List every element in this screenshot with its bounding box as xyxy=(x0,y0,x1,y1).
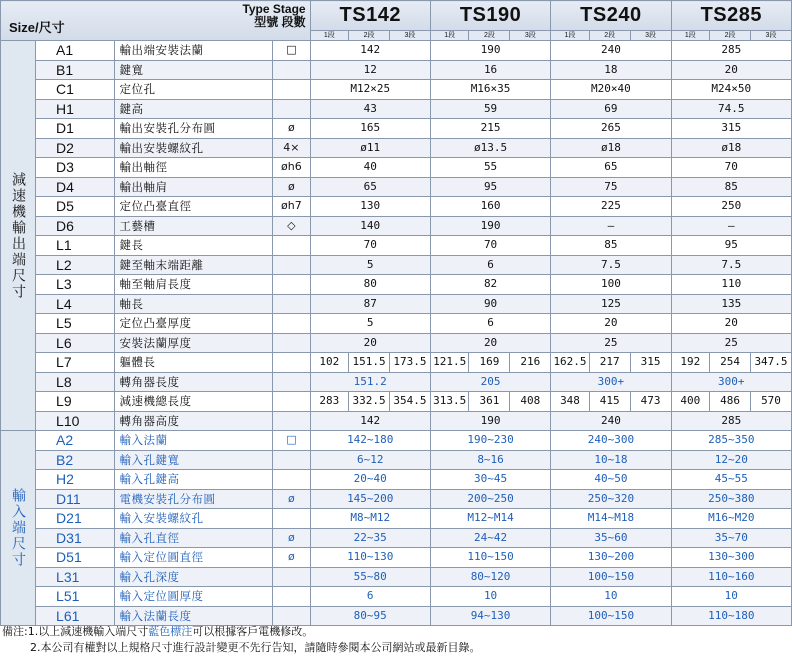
type-stage-label: Type Stage xyxy=(242,2,306,16)
model-value: 70 xyxy=(430,236,550,256)
row-symbol xyxy=(273,353,310,373)
model-value: 285 xyxy=(671,41,791,61)
row-symbol: ◇ xyxy=(273,216,310,236)
table-row xyxy=(1,236,792,256)
row-name: 定位凸臺直徑 xyxy=(115,197,273,217)
row-name: 安裝法蘭厚度 xyxy=(115,333,273,353)
row-symbol: ø xyxy=(273,489,310,509)
table-row xyxy=(1,509,792,529)
table-row xyxy=(1,294,792,314)
table-row xyxy=(1,528,792,548)
row-name: 輸入孔鍵高 xyxy=(115,470,273,490)
model-value: 20 xyxy=(310,333,430,353)
model-value: 75 xyxy=(551,177,671,197)
model-value: 65 xyxy=(310,177,430,197)
model-value: 20 xyxy=(430,333,550,353)
table-row xyxy=(1,314,792,334)
stage-value: 151.5 xyxy=(349,353,390,373)
model-value: 5 xyxy=(310,255,430,275)
model-value: 20 xyxy=(671,314,791,334)
stage-header: 1段 xyxy=(310,31,349,41)
model-value: – xyxy=(551,216,671,236)
model-value: – xyxy=(671,216,791,236)
model-value: M12~M14 xyxy=(430,509,550,529)
row-code: L4 xyxy=(36,294,115,314)
row-symbol: □ xyxy=(273,431,310,451)
row-symbol xyxy=(273,60,310,80)
table-row xyxy=(1,372,792,392)
stage-header: 1段 xyxy=(430,31,469,41)
model-value: M14~M18 xyxy=(551,509,671,529)
model-value: 110 xyxy=(671,275,791,295)
model-value: 7.5 xyxy=(551,255,671,275)
row-name: 輸出安裝螺紋孔 xyxy=(115,138,273,158)
section-label-input: 輸入端尺寸 xyxy=(1,431,36,626)
model-value: 43 xyxy=(310,99,430,119)
model-value: 250~320 xyxy=(551,489,671,509)
row-symbol xyxy=(273,372,310,392)
table-row xyxy=(1,470,792,490)
model-value: 95 xyxy=(671,236,791,256)
model-value: 110~130 xyxy=(310,548,430,568)
row-symbol xyxy=(273,411,310,431)
table-row xyxy=(1,216,792,236)
model-value: 20 xyxy=(671,60,791,80)
model-value: 59 xyxy=(430,99,550,119)
model-value: 140 xyxy=(310,216,430,236)
row-code: H1 xyxy=(36,99,115,119)
stage-value: 361 xyxy=(469,392,510,412)
stage-value: 473 xyxy=(630,392,671,412)
row-code: C1 xyxy=(36,80,115,100)
table-row xyxy=(1,548,792,568)
model-value: 12~20 xyxy=(671,450,791,470)
row-symbol xyxy=(273,275,310,295)
row-code: D6 xyxy=(36,216,115,236)
stage-header: 3段 xyxy=(390,31,431,41)
row-symbol: øh6 xyxy=(273,158,310,178)
table-row xyxy=(1,158,792,178)
row-code: D51 xyxy=(36,548,115,568)
section-label-output: 減速機輸出端尺寸 xyxy=(1,41,36,431)
model-value: 87 xyxy=(310,294,430,314)
stage-header: 3段 xyxy=(510,31,551,41)
model-header: TS190 xyxy=(430,1,550,31)
table-row xyxy=(1,275,792,295)
table-row xyxy=(1,197,792,217)
stage-value: 315 xyxy=(630,353,671,373)
row-name: 軀體長 xyxy=(115,353,273,373)
row-name: 輸入定位圓厚度 xyxy=(115,587,273,607)
model-value: 20~40 xyxy=(310,470,430,490)
table-row xyxy=(1,255,792,275)
stage-value: 283 xyxy=(310,392,349,412)
row-code: B2 xyxy=(36,450,115,470)
model-header: TS285 xyxy=(671,1,791,31)
row-code: H2 xyxy=(36,470,115,490)
row-code: L5 xyxy=(36,314,115,334)
model-value: 25 xyxy=(551,333,671,353)
row-name: 鍵至軸末端距離 xyxy=(115,255,273,275)
row-name: 轉角器長度 xyxy=(115,372,273,392)
model-value: 165 xyxy=(310,119,430,139)
stage-value: 354.5 xyxy=(390,392,431,412)
model-value: M24×50 xyxy=(671,80,791,100)
row-name: 軸至軸肩長度 xyxy=(115,275,273,295)
row-symbol xyxy=(273,392,310,412)
model-value: 315 xyxy=(671,119,791,139)
table-row xyxy=(1,392,792,412)
model-value: 6 xyxy=(430,314,550,334)
stage-value: 415 xyxy=(589,392,630,412)
row-code: A2 xyxy=(36,431,115,451)
model-value: 85 xyxy=(671,177,791,197)
row-name: 鍵長 xyxy=(115,236,273,256)
stage-value: 192 xyxy=(671,353,710,373)
stage-value: 332.5 xyxy=(349,392,390,412)
size-label: Size/尺寸 xyxy=(9,20,65,35)
row-symbol xyxy=(273,606,310,626)
table-row xyxy=(1,60,792,80)
row-symbol: 4× xyxy=(273,138,310,158)
model-value: 6~12 xyxy=(310,450,430,470)
model-value: 285 xyxy=(671,411,791,431)
stage-header: 3段 xyxy=(630,31,671,41)
model-value: 100~150 xyxy=(551,567,671,587)
stage-header: 2段 xyxy=(589,31,630,41)
model-value: 12 xyxy=(310,60,430,80)
table-row xyxy=(1,99,792,119)
row-code: D4 xyxy=(36,177,115,197)
model-value: 110~150 xyxy=(430,548,550,568)
table-row xyxy=(1,177,792,197)
model-value: 285~350 xyxy=(671,431,791,451)
row-code: D5 xyxy=(36,197,115,217)
model-value: 300+ xyxy=(671,372,791,392)
model-value: 125 xyxy=(551,294,671,314)
stage-value: 102 xyxy=(310,353,349,373)
row-name: 鍵寬 xyxy=(115,60,273,80)
stage-value: 162.5 xyxy=(551,353,590,373)
row-code: L7 xyxy=(36,353,115,373)
table-row xyxy=(1,606,792,626)
model-value: 82 xyxy=(430,275,550,295)
row-symbol: □ xyxy=(273,41,310,61)
table-corner-header xyxy=(1,1,311,41)
model-value: 250~380 xyxy=(671,489,791,509)
note-line-1: 備注:1.以上減速機輸入端尺寸藍色標注可以根據客戶電機修改。 xyxy=(2,625,314,638)
row-symbol xyxy=(273,80,310,100)
model-value: 18 xyxy=(551,60,671,80)
model-value: 190 xyxy=(430,41,550,61)
model-stage-label: 型號 段數 xyxy=(254,15,306,29)
table-row xyxy=(1,353,792,373)
model-value: 142 xyxy=(310,411,430,431)
stage-value: 570 xyxy=(751,392,792,412)
table-row xyxy=(1,567,792,587)
model-value: ø18 xyxy=(671,138,791,158)
model-value: 10 xyxy=(430,587,550,607)
stage-value: 121.5 xyxy=(430,353,469,373)
model-value: 94~130 xyxy=(430,606,550,626)
stage-value: 486 xyxy=(710,392,751,412)
model-value: 22~35 xyxy=(310,528,430,548)
model-value: 65 xyxy=(551,158,671,178)
row-symbol xyxy=(273,333,310,353)
stage-value: 400 xyxy=(671,392,710,412)
model-value: 80~120 xyxy=(430,567,550,587)
stage-value: 254 xyxy=(710,353,751,373)
model-value: ø13.5 xyxy=(430,138,550,158)
model-value: 250 xyxy=(671,197,791,217)
row-name: 輸入定位圓直徑 xyxy=(115,548,273,568)
row-code: D11 xyxy=(36,489,115,509)
table-row xyxy=(1,138,792,158)
table-row xyxy=(1,333,792,353)
model-value: 74.5 xyxy=(671,99,791,119)
model-value: 130~300 xyxy=(671,548,791,568)
stage-value: 408 xyxy=(510,392,551,412)
model-value: 110~160 xyxy=(671,567,791,587)
row-symbol xyxy=(273,294,310,314)
row-code: D3 xyxy=(36,158,115,178)
model-value: 190 xyxy=(430,216,550,236)
model-value: 6 xyxy=(430,255,550,275)
model-value: 80~95 xyxy=(310,606,430,626)
table-row xyxy=(1,431,792,451)
row-symbol: ø xyxy=(273,548,310,568)
model-value: 85 xyxy=(551,236,671,256)
row-name: 輸出軸徑 xyxy=(115,158,273,178)
row-name: 輸出安裝孔分布圓 xyxy=(115,119,273,139)
model-value: 69 xyxy=(551,99,671,119)
model-value: 70 xyxy=(671,158,791,178)
model-value: 30~45 xyxy=(430,470,550,490)
note-line-2: 2.本公司有權對以上規格尺寸進行設計變更不先行告知，請隨時參閱本公司網站或最新目錄。 xyxy=(30,641,481,654)
row-symbol xyxy=(273,567,310,587)
model-value: 240~300 xyxy=(551,431,671,451)
row-name: 轉角器高度 xyxy=(115,411,273,431)
row-symbol xyxy=(273,99,310,119)
stage-header: 1段 xyxy=(551,31,590,41)
table-row xyxy=(1,41,792,61)
model-value: M12×25 xyxy=(310,80,430,100)
model-value: 130 xyxy=(310,197,430,217)
model-value: 95 xyxy=(430,177,550,197)
notes xyxy=(2,624,481,656)
model-value: 225 xyxy=(551,197,671,217)
table-row xyxy=(1,489,792,509)
stage-value: 313.5 xyxy=(430,392,469,412)
model-value: 7.5 xyxy=(671,255,791,275)
model-value: 70 xyxy=(310,236,430,256)
table-row xyxy=(1,411,792,431)
row-name: 輸入孔鍵寬 xyxy=(115,450,273,470)
model-value: 200~250 xyxy=(430,489,550,509)
model-value: 55 xyxy=(430,158,550,178)
table-row xyxy=(1,587,792,607)
model-value: 40 xyxy=(310,158,430,178)
model-value: 90 xyxy=(430,294,550,314)
row-code: L51 xyxy=(36,587,115,607)
row-name: 定位凸臺厚度 xyxy=(115,314,273,334)
row-name: 輸入安裝螺紋孔 xyxy=(115,509,273,529)
model-value: 190~230 xyxy=(430,431,550,451)
stage-header: 2段 xyxy=(710,31,751,41)
model-value: 20 xyxy=(551,314,671,334)
row-name: 輸出軸肩 xyxy=(115,177,273,197)
row-name: 輸入法蘭 xyxy=(115,431,273,451)
stage-value: 216 xyxy=(510,353,551,373)
row-code: A1 xyxy=(36,41,115,61)
row-symbol xyxy=(273,450,310,470)
model-value: 300+ xyxy=(551,372,671,392)
model-value: 35~70 xyxy=(671,528,791,548)
row-name: 鍵高 xyxy=(115,99,273,119)
stage-value: 169 xyxy=(469,353,510,373)
row-name: 輸入法蘭長度 xyxy=(115,606,273,626)
row-name: 輸出端安裝法蘭 xyxy=(115,41,273,61)
table-row xyxy=(1,80,792,100)
row-code: D1 xyxy=(36,119,115,139)
model-value: M16×35 xyxy=(430,80,550,100)
model-value: 100 xyxy=(551,275,671,295)
stage-value: 173.5 xyxy=(390,353,431,373)
model-value: M20×40 xyxy=(551,80,671,100)
model-value: 25 xyxy=(671,333,791,353)
row-symbol xyxy=(273,470,310,490)
row-code: L61 xyxy=(36,606,115,626)
row-name: 輸入孔深度 xyxy=(115,567,273,587)
row-symbol: øh7 xyxy=(273,197,310,217)
model-value: 8~16 xyxy=(430,450,550,470)
row-symbol xyxy=(273,587,310,607)
stage-header: 3段 xyxy=(751,31,792,41)
row-code: L9 xyxy=(36,392,115,412)
model-value: 240 xyxy=(551,41,671,61)
stage-header: 2段 xyxy=(469,31,510,41)
row-code: L3 xyxy=(36,275,115,295)
model-value: 6 xyxy=(310,587,430,607)
row-code: L1 xyxy=(36,236,115,256)
model-value: 24~42 xyxy=(430,528,550,548)
table-row xyxy=(1,119,792,139)
model-value: 10 xyxy=(671,587,791,607)
row-symbol xyxy=(273,236,310,256)
model-value: 16 xyxy=(430,60,550,80)
model-value: 80 xyxy=(310,275,430,295)
model-value: 45~55 xyxy=(671,470,791,490)
model-value: 205 xyxy=(430,372,550,392)
row-name: 軸長 xyxy=(115,294,273,314)
row-symbol xyxy=(273,314,310,334)
table-row xyxy=(1,450,792,470)
row-name: 電機安裝孔分布圓 xyxy=(115,489,273,509)
model-header: TS142 xyxy=(310,1,430,31)
stage-value: 348 xyxy=(551,392,590,412)
row-symbol xyxy=(273,255,310,275)
row-code: L2 xyxy=(36,255,115,275)
row-code: D2 xyxy=(36,138,115,158)
model-value: 10 xyxy=(551,587,671,607)
row-symbol xyxy=(273,509,310,529)
model-value: 145~200 xyxy=(310,489,430,509)
model-value: 135 xyxy=(671,294,791,314)
model-value: 110~180 xyxy=(671,606,791,626)
model-value: 240 xyxy=(551,411,671,431)
row-code: L31 xyxy=(36,567,115,587)
row-code: D21 xyxy=(36,509,115,529)
row-code: L8 xyxy=(36,372,115,392)
model-value: 215 xyxy=(430,119,550,139)
model-value: 265 xyxy=(551,119,671,139)
row-name: 工藝槽 xyxy=(115,216,273,236)
model-value: 100~150 xyxy=(551,606,671,626)
model-value: M16~M20 xyxy=(671,509,791,529)
row-code: D31 xyxy=(36,528,115,548)
model-value: 55~80 xyxy=(310,567,430,587)
row-code: B1 xyxy=(36,60,115,80)
row-name: 定位孔 xyxy=(115,80,273,100)
model-value: 40~50 xyxy=(551,470,671,490)
model-value: 130~200 xyxy=(551,548,671,568)
model-value: 151.2 xyxy=(310,372,430,392)
row-symbol: ø xyxy=(273,119,310,139)
model-value: 142~180 xyxy=(310,431,430,451)
model-value: ø11 xyxy=(310,138,430,158)
model-value: 160 xyxy=(430,197,550,217)
stage-value: 347.5 xyxy=(751,353,792,373)
row-name: 輸入孔直徑 xyxy=(115,528,273,548)
stage-header: 1段 xyxy=(671,31,710,41)
model-value: ø18 xyxy=(551,138,671,158)
model-value: 10~18 xyxy=(551,450,671,470)
row-symbol: ø xyxy=(273,528,310,548)
model-value: M8~M12 xyxy=(310,509,430,529)
stage-value: 217 xyxy=(589,353,630,373)
row-name: 減速機總長度 xyxy=(115,392,273,412)
model-value: 5 xyxy=(310,314,430,334)
spec-table-body xyxy=(1,41,792,626)
stage-header: 2段 xyxy=(349,31,390,41)
row-code: L10 xyxy=(36,411,115,431)
model-value: 35~60 xyxy=(551,528,671,548)
model-header: TS240 xyxy=(551,1,671,31)
note-highlight: 藍色標注 xyxy=(148,625,193,638)
model-value: 142 xyxy=(310,41,430,61)
model-value: 190 xyxy=(430,411,550,431)
row-symbol: ø xyxy=(273,177,310,197)
row-code: L6 xyxy=(36,333,115,353)
